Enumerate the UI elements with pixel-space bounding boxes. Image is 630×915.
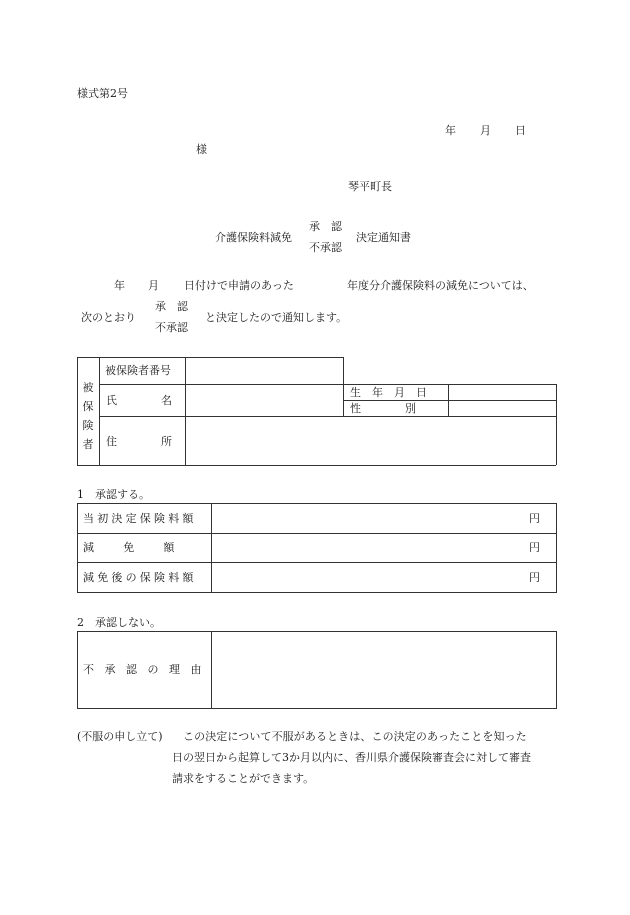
objection-line3: 請求をすることができます。	[172, 772, 315, 785]
body-approve: 承 認	[155, 300, 188, 313]
section2-heading: 2 承認しない。	[77, 616, 161, 629]
body-disapprove: 不承認	[155, 321, 188, 334]
reduced-premium-label: 減免後の保険料額	[83, 571, 197, 584]
body-month: 月	[148, 279, 159, 292]
form-number: 様式第2号	[77, 87, 128, 100]
objection-line1: この決定について不服があるときは、この決定のあったことを知った	[183, 730, 527, 743]
body-line2-suffix: と決定したので通知します。	[205, 311, 348, 324]
insured-side-label: 被保険者	[82, 381, 94, 451]
title-prefix: 介護保険料減免	[215, 231, 292, 244]
initial-premium-label: 当初決定保険料額	[83, 512, 197, 525]
objection-label: (不服の申し立て)	[77, 730, 163, 743]
disapproval-reason-label: 不承認の理由	[83, 663, 212, 676]
title-approve: 承 認	[309, 220, 342, 233]
insured-sex-label: 性 別	[350, 402, 416, 415]
insured-address-label: 住 所	[106, 435, 172, 448]
body-line1-rest: 年度分介護保険料の減免については、	[347, 279, 534, 292]
title-suffix: 決定通知書	[356, 231, 411, 244]
date-month: 月	[480, 124, 491, 137]
body-day-text: 日付けで申請のあった	[184, 279, 294, 292]
reduction-amount-unit: 円	[529, 541, 540, 554]
addressee-suffix: 様	[196, 143, 207, 156]
title-disapprove: 不承認	[309, 241, 342, 254]
issuer: 琴平町長	[348, 180, 392, 193]
date-year: 年	[445, 124, 456, 137]
insured-birth-label: 生 年 月 日	[350, 386, 427, 399]
body-year: 年	[114, 279, 125, 292]
reduced-premium-unit: 円	[529, 571, 540, 584]
date-day: 日	[515, 124, 526, 137]
initial-premium-unit: 円	[529, 512, 540, 525]
insured-number-label: 被保険者番号	[105, 364, 171, 377]
insured-name-label: 氏 名	[106, 394, 172, 407]
body-line2-prefix: 次のとおり	[81, 311, 136, 324]
section1-heading: 1 承認する。	[77, 488, 150, 501]
objection-line2: 日の翌日から起算して3か月以内に、香川県介護保険審査会に対して審査	[172, 751, 531, 764]
reduction-amount-label: 減 免 額	[83, 541, 177, 554]
